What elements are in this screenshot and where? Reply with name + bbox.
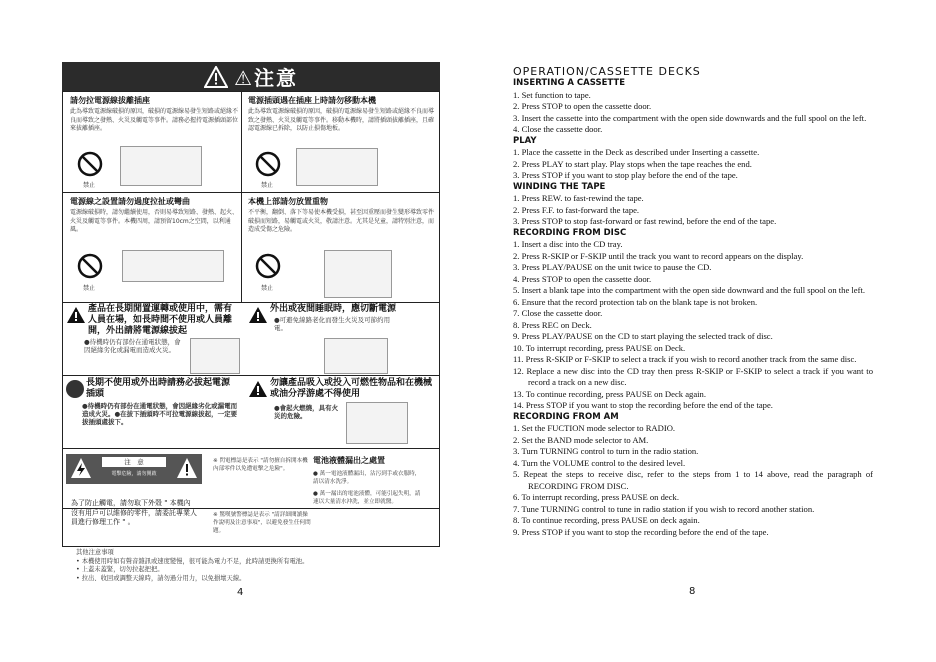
step-item: 2. Press F.F. to fast-forward the tape. — [513, 204, 640, 215]
person-illustration — [324, 250, 392, 298]
prohibited-icon — [254, 252, 282, 280]
banner-title: ⚠注意 — [234, 66, 298, 90]
step-item: 1. Insert a disc into the CD tray. — [513, 239, 623, 249]
battery-leak-title: 電池液體漏出之處置 — [313, 456, 385, 465]
cell-heading: 本機上部請勿放置重物 — [248, 197, 328, 206]
step-item: 3. Press PLAY/PAUSE on the unit twice to pause the CD. — [513, 262, 712, 272]
step-item: 1. Set the FUCTION mode selector to RADIO. — [513, 423, 676, 433]
section-title: OPERATION/CASSETTE DECKS — [513, 65, 701, 78]
other-note-item: • 拉出、收回或調整天線時，請勿過分用力，以免損壞天線。 — [76, 574, 246, 582]
prohibit-label: 禁止 — [261, 285, 274, 292]
step-item: 11. Press R-SKIP or F-SKIP to select a track if you wish to record another track from the same disc. — [513, 354, 857, 364]
cell-body: 此為導致電源線破損的原因，破損的電源線易發生短路或絕緣不良而導致之發熱、火災及觸電等事件。請務必握持電源插頭部位來拔離插座。 — [70, 108, 238, 132]
step-item: 3. Insert the cassette into the compartment with the open side downwards and the full spool on the left. — [513, 112, 867, 123]
cell-heading: 請勿拉電源線拔離插座 — [70, 96, 150, 105]
prohibit-label: 禁止 — [261, 182, 274, 189]
step-item: 9. Press STOP if you want to stop the recording before the end of the tape. — [513, 526, 769, 537]
step-item: 4. Turn the VOLUME control to the desired level. — [513, 457, 686, 468]
page-number-right: 8 — [689, 586, 696, 597]
boombox-illustration — [296, 148, 378, 186]
section-heading: WINDING THE TAPE — [513, 181, 606, 192]
step-item: 6. To interrupt recording, press PAUSE on deck. — [513, 492, 679, 502]
boombox-illustration — [122, 250, 224, 282]
cell-heading: 電源插頭遇在插座上時請勿移動本機 — [248, 96, 376, 105]
section-heading: RECORDING FROM DISC — [513, 227, 627, 238]
step-item: 4. Close the cassette door. — [513, 124, 603, 134]
step-item: 7. Close the cassette door. — [513, 308, 603, 318]
step-item: 2. Set the BAND mode selector to AM. — [513, 434, 649, 445]
warning-triangle-icon — [248, 380, 268, 398]
plug-icon — [66, 380, 84, 398]
caution-grid — [62, 91, 440, 509]
cell-heading: 電源線之設置請勿過度拉扯或彎曲 — [70, 197, 190, 206]
step-item: 2. Press R-SKIP or F-SKIP until the track you want to record appears on the display. — [513, 250, 804, 261]
warning-heading-1: 產品在長期閒置運轉或使用中，需有人員在場，如長時間不使用或人員離開，外出請將電源線拔起 — [88, 304, 233, 336]
lightning-note: ※ 閃電標誌是表示 "請勿擅自拆開本機內部零件以免遭電擊之危險"。 — [213, 458, 308, 472]
outlet-illustration — [190, 338, 240, 374]
battery-item-1: ● 萬一電池液體漏出，沾污到手或衣服時，請以清水洗淨。 — [313, 471, 421, 485]
caution-label: 注 意 — [102, 457, 166, 467]
other-note-item: • 上蓋未蓋緊，切勿拉起把把。 — [76, 566, 164, 573]
caution-cell-2 — [248, 96, 434, 144]
page-number-left: 4 — [237, 587, 244, 598]
warning-note-2: ●可避免線路老化而發生火災及可節約用電。 — [274, 316, 391, 332]
prohibit-label: 禁止 — [83, 182, 96, 189]
step-item: 5. Insert a blank tape into the compartment with the open side downward and the full spool on the left. — [513, 285, 866, 295]
step-item: 3. Press STOP to stop fast-forward or fast rewind, before the end of the tape. — [513, 216, 777, 226]
electrical-warning-panel — [62, 448, 440, 547]
prohibited-icon — [76, 252, 104, 280]
step-item: 1. Press REW. to fast-rewind the tape. — [513, 193, 644, 203]
exclamation-triangle-icon — [176, 457, 198, 479]
plug-illustration — [324, 338, 388, 374]
step-item: 2. Press STOP to open the cassette door. — [513, 101, 652, 111]
warning-triangle-icon — [204, 66, 228, 88]
caution-cell-3 — [70, 197, 238, 247]
panel-service-note: 為了防止觸電，請勿取下外殼 " 本機內沒有用戶可以維修的零件，請委託專業人員進行修理工作 " 。 — [71, 499, 197, 526]
step-item: 12. Replace a new disc into the CD tray then press R-SKIP or F-SKIP to select a track if you want to record a track on a new disc. — [513, 365, 873, 387]
step-item: 8. Press REC on Deck. — [513, 319, 592, 330]
warning-note-1: ●待機時仍有部份在通電狀態，會因絕緣劣化或漏電而造成火災。 — [84, 338, 181, 354]
step-item: 1. Set function to tape. — [513, 89, 591, 100]
section-heading: PLAY — [513, 135, 537, 146]
step-item: 13. To continue recording, press PAUSE on Deck again. — [513, 388, 706, 399]
step-item: 10. To interrupt recording, press PAUSE on Deck. — [513, 342, 686, 353]
prohibit-label: 禁止 — [83, 285, 96, 292]
step-item: 9. Press PLAY/PAUSE on the CD to start playing the selected track of disc. — [513, 331, 773, 341]
warning-triangle-icon — [66, 306, 86, 324]
warning-note-4: ●會起火燃燒，具有火災的危險。 — [274, 404, 339, 420]
left-page — [62, 62, 440, 602]
warning-heading-4: 勿讓產品吸入或投入可燃性物品和在機械或油分浮游處不得使用 — [270, 378, 433, 399]
warning-heading-2: 外出或夜間睡眠時，應切斷電源 — [270, 304, 397, 314]
step-item: 3. Press STOP if you want to stop play before the end of the tape. — [513, 170, 738, 180]
prohibited-icon — [76, 150, 104, 178]
lightning-triangle-icon — [70, 457, 92, 479]
spray-can-illustration — [346, 402, 408, 444]
cell-body: 此為導致電源線破損的原因，破損的電源線易發生短路或絕緣不良而導致之發熱、火災及觸電等事件。移動本機時，請將插頭拔離插座，且確認電源線已拆除，以防止損傷地板。 — [248, 108, 434, 132]
step-item: 6. Ensure that the record protection tab on the blank tape is not broken. — [513, 296, 758, 307]
step-item: 7. Tune TURNING control to tune in radio station if you wish to record another station. — [513, 503, 815, 514]
prohibited-icon — [254, 150, 282, 178]
caution-banner — [62, 62, 440, 91]
section-heading: RECORDING FROM AM — [513, 411, 619, 422]
exclamation-note: ※ 驚嘆號警標誌是表示 "請詳細閱讀操作說明及注意事項"，以避免發生任何問題。 — [213, 512, 311, 534]
caution-cell-1 — [70, 96, 238, 142]
step-item: 8. To continue recording, press PAUSE on deck again. — [513, 515, 700, 525]
step-item: 2. Press PLAY to start play. Play stops when the tape reaches the end. — [513, 158, 752, 169]
battery-item-2: ● 萬一漏出的電池液體，可能引起失明，請速以大量清水沖洗，並立即就醫。 — [313, 491, 421, 505]
caution-sublabel: 電擊危險，請勿開啟 — [111, 471, 157, 477]
section-heading: INSERTING A CASSETTE — [513, 78, 625, 88]
plug-illustration — [120, 146, 202, 186]
step-item: 4. Press STOP to open the cassette door. — [513, 273, 652, 284]
other-note-item: • 本機使用時如有聲音雜訊或速度變慢，很可能為電力不足，此時請更換所有電池。 — [76, 557, 309, 565]
step-item: 3. Turn TURNING control to turn in the radio station. — [513, 446, 699, 456]
warning-triangle-icon — [248, 306, 268, 324]
step-item: 14. Press STOP if you want to stop the recording before the end of the tape. — [513, 400, 773, 410]
cell-body: 不平衡，翻倒、落下等易使本機受損，甚至因重壓而發生變形導致零件破損而短路，易觸電或火災，敬請注意。尤其是兒童，請特別注意，而造成受傷之危險。 — [248, 209, 434, 233]
step-item: 1. Place the cassette in the Deck as described under Inserting a cassette. — [513, 147, 760, 157]
right-page — [513, 65, 873, 605]
other-notes-title: 其他注意事項 — [76, 549, 114, 556]
cell-body: 電源線破損時，請勿繼續使用，否則易導致短路、發熱、起火、火災及觸電等事件。本機四周，請預留10cm之空間，以利通風。 — [70, 209, 238, 233]
warning-note-3: ●待機時仍有部份在通電狀態，會因絕緣劣化或漏電而造成火災。●在拔下插頭時不可拉電源線拔起，一定要拔插頭處拔下。 — [82, 402, 238, 426]
operation-sections — [513, 78, 873, 538]
caution-cell-4 — [248, 197, 434, 251]
caution-label-box — [66, 454, 202, 484]
other-notes — [76, 549, 308, 583]
warning-heading-3: 長期不使用或外出時請務必拔起電源插頭 — [86, 378, 231, 399]
step-item: 5. Repeat the steps to receive disc, refer to the steps from 1 to 14 above, read the paragraph of RECORDING FROM DISC. — [513, 469, 873, 491]
